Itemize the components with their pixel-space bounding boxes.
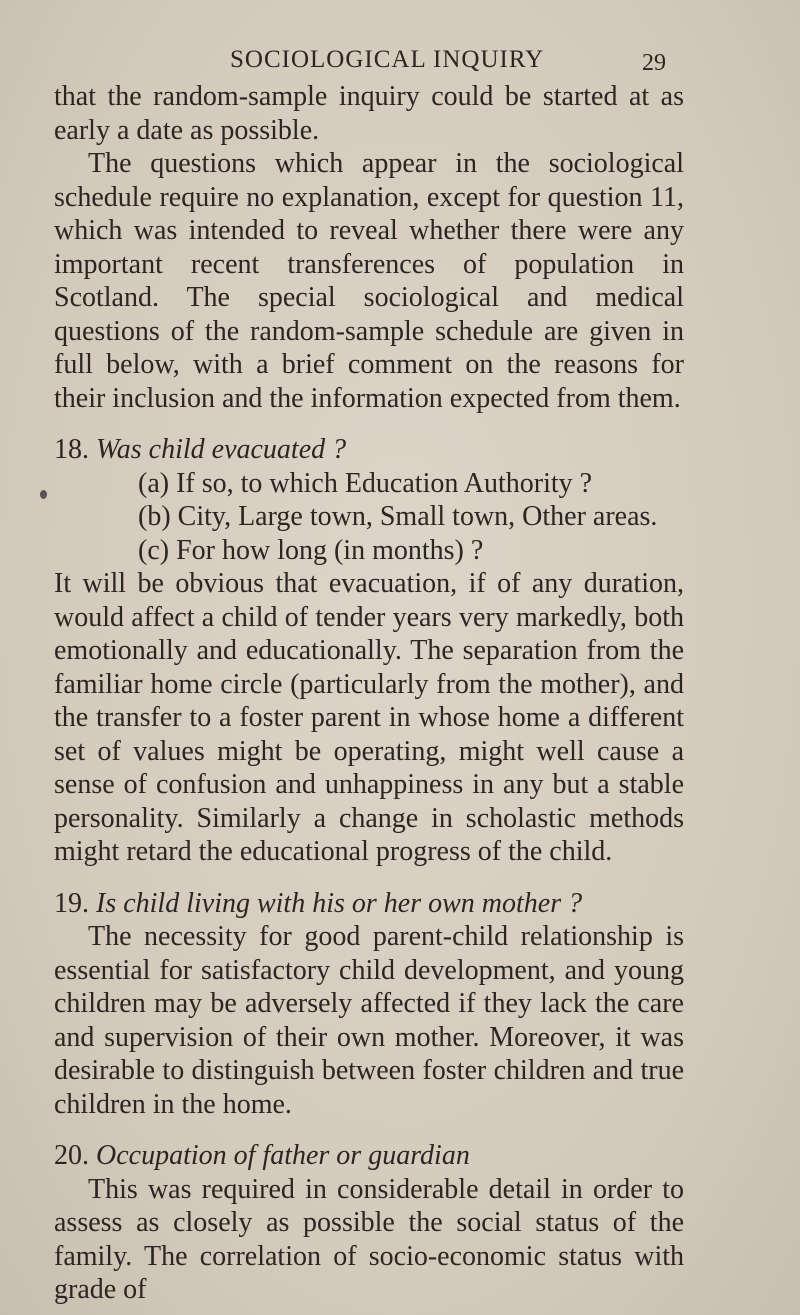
- question-20-number: 20.: [54, 1140, 89, 1171]
- question-20-heading: [54, 1139, 684, 1173]
- page-number: 29: [642, 50, 666, 76]
- question-18-comment: It will be obvious that evacuation, if of any duration, would affect a child of tender years very markedly, both emotionally and educationally. The separation from the familiar home circle (particularly from the mother), and the transfer to a foster parent in whose home a different set of values might be operating, might well cause a sense of confusion and unhappiness in any but a stable personality. Similarly a change in scholastic methods might retard the educational progress of the child.: [54, 568, 684, 867]
- question-20-title: Occupation of father or guardian: [96, 1140, 470, 1171]
- page-header: [0, 44, 800, 84]
- question-19-title: Is child living with his or her own mother ?: [96, 887, 583, 919]
- question-18-heading: [54, 433, 684, 467]
- paragraph-continuation: that the random-sample inquiry could be started at as early a date as possible.: [54, 81, 684, 146]
- question-18-item-a: (a) If so, to which Education Authority ?: [138, 467, 593, 499]
- paragraph-intro: The questions which appear in the sociological schedule require no explanation, except for question 11, which was intended to reveal whether there were any important recent transferences of population in Scotland. The special sociological and medical questions of the random-sample schedule are given in full below, with a brief comment on the reasons for their inclusion and the information expected from them.: [54, 148, 684, 414]
- running-head: SOCIOLOGICAL INQUIRY: [230, 46, 545, 73]
- question-19-heading: [54, 887, 684, 921]
- question-19-number: 19.: [54, 887, 89, 919]
- question-18-item-b: (b) City, Large town, Small town, Other areas.: [138, 501, 658, 532]
- ink-speck: [40, 490, 47, 499]
- question-20-comment: This was required in considerable detail in order to assess as closely as possible the social status of the family. The correlation of socio-economic status with grade of: [54, 1173, 684, 1305]
- question-18-number: 18.: [54, 434, 89, 465]
- question-18-item-c: (c) For how long (in months) ?: [138, 534, 484, 566]
- question-18-title: Was child evacuated ?: [96, 434, 347, 465]
- page-body: [54, 80, 684, 1307]
- question-19-comment: The necessity for good parent-child relationship is essential for satisfactory child development, and young children may be adversely affected if they lack the care and supervision of their own mother. Moreover, it was desirable to distinguish between foster children and true children in the home.: [54, 921, 684, 1120]
